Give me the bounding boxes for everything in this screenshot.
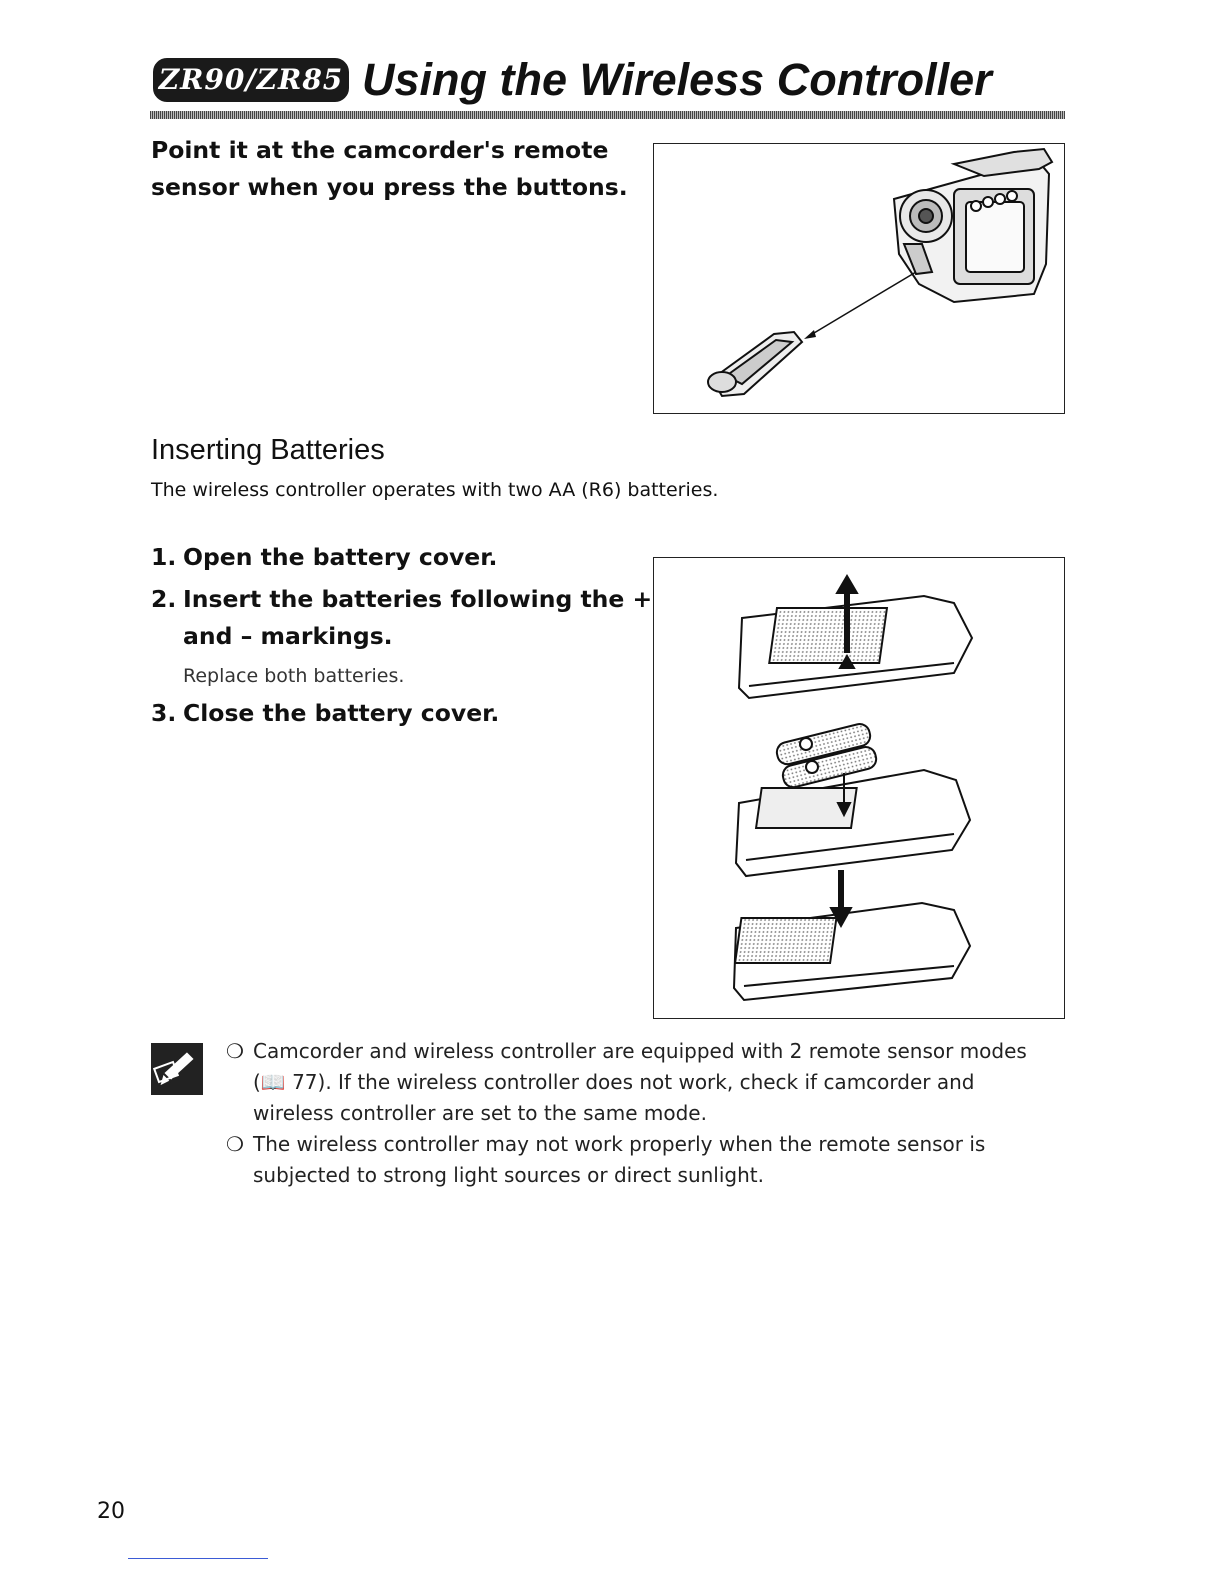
step-number: 2. bbox=[151, 585, 177, 613]
note-1-line-1: Camcorder and wireless controller are equipped with 2 remote sensor modes bbox=[253, 1039, 1027, 1063]
step-2 bbox=[151, 581, 652, 618]
note-1-line-2: (📖 77). If the wireless controller does not work, check if camcorder and bbox=[253, 1070, 975, 1094]
step-number: 3. bbox=[151, 699, 177, 727]
note-1-line-3: wireless controller are set to the same mode. bbox=[253, 1101, 707, 1125]
step-1 bbox=[151, 539, 497, 576]
section-body: The wireless controller operates with two AA (R6) batteries. bbox=[151, 479, 719, 501]
step-number: 1. bbox=[151, 543, 177, 571]
note-bullet-icon: ❍ bbox=[226, 1039, 244, 1063]
step-text: Open the battery cover. bbox=[183, 543, 498, 571]
step-text: Close the battery cover. bbox=[183, 699, 500, 727]
remote-close-cover bbox=[734, 870, 970, 1000]
note-pencil-icon bbox=[151, 1043, 203, 1095]
intro-line-2: sensor when you press the buttons. bbox=[151, 173, 628, 201]
camcorder-figure bbox=[653, 143, 1065, 414]
model-badge bbox=[153, 58, 349, 102]
model-badge-text: ZR90/ZR85 bbox=[158, 63, 344, 96]
note-bullet-icon: ❍ bbox=[226, 1132, 244, 1156]
intro-line-1: Point it at the camcorder's remote bbox=[151, 136, 609, 164]
step-text: Insert the batteries following the + bbox=[183, 585, 653, 613]
camcorder-illustration bbox=[654, 144, 1063, 412]
note-2 bbox=[226, 1129, 985, 1191]
page-title: Using the Wireless Controller bbox=[362, 54, 992, 105]
footer-rule bbox=[128, 1558, 268, 1559]
title-rule bbox=[150, 111, 1065, 119]
section-title: Inserting Batteries bbox=[151, 434, 385, 466]
note-1 bbox=[226, 1036, 1027, 1129]
page-number: 20 bbox=[97, 1499, 125, 1524]
step-2-cont: and – markings. bbox=[183, 622, 393, 650]
remote-illustration bbox=[654, 558, 1063, 1017]
remote-batteries bbox=[736, 722, 970, 876]
note-2-line-2: subjected to strong light sources or direct sunlight. bbox=[253, 1163, 764, 1187]
battery-figure bbox=[653, 557, 1065, 1019]
step-2-sub: Replace both batteries. bbox=[183, 665, 405, 687]
step-3 bbox=[151, 695, 499, 732]
intro-text bbox=[151, 132, 631, 206]
note-2-line-1: The wireless controller may not work properly when the remote sensor is bbox=[253, 1132, 986, 1156]
remote-open-cover bbox=[739, 576, 972, 698]
